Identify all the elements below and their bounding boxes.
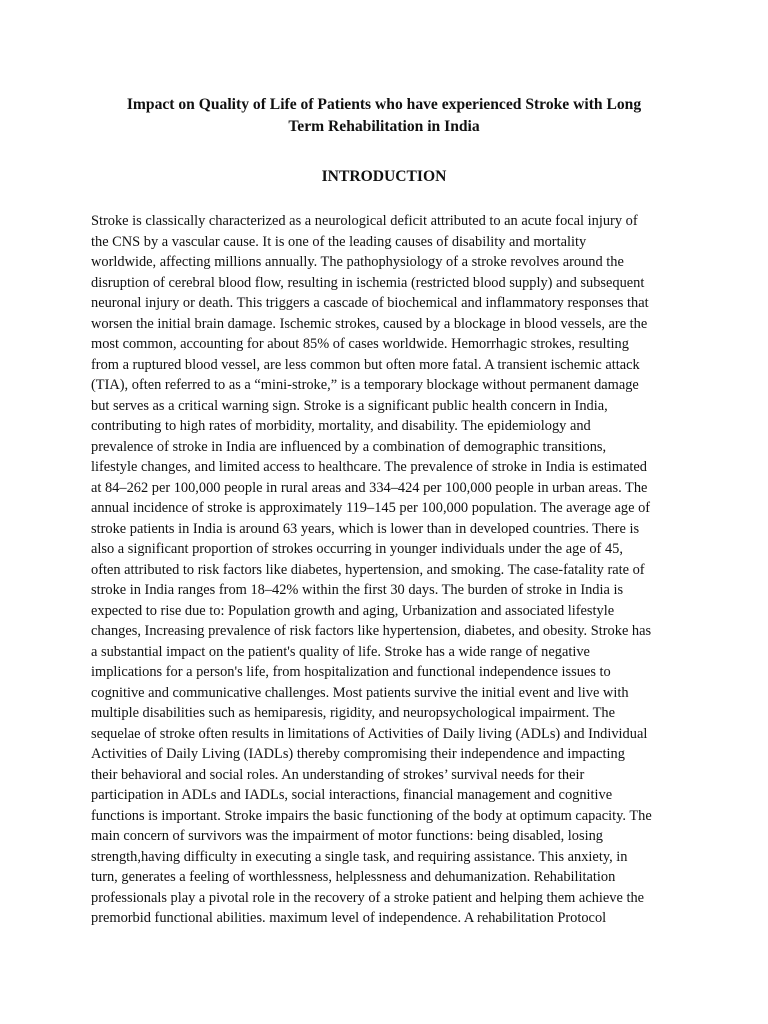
paragraph-line: (TIA), often referred to as a “mini-stroke,” is a temporary blockage without permanent damage: [91, 377, 639, 393]
paragraph-line: at 84–262 per 100,000 people in rural areas and 334–424 per 100,000 people in urban areas. The: [91, 479, 648, 496]
paragraph-line: Stroke is classically characterized as a neurological deficit attributed to an acute focal injury of: [91, 213, 638, 229]
paragraph-line: most common, accounting for about 85% of cases worldwide. Hemorrhagic strokes, resulting: [91, 336, 629, 352]
paragraph-line: changes, Increasing prevalence of risk factors like hypertension, diabetes, and obesity. Stroke has: [91, 623, 652, 639]
paragraph-line: premorbid functional abilities. maximum level of independence. A rehabilitation Protocol: [91, 910, 607, 926]
introduction-paragraph: [91, 211, 652, 929]
paragraph-line: multiple disabilities such as hemiparesis, rigidity, and neuropsychological impairment. The: [91, 705, 615, 721]
paragraph-line: functions is important. Stroke impairs the basic functioning of the body at optimum capacity. The: [91, 807, 652, 824]
paragraph-line: contributing to high rates of morbidity, mortality, and disability. The epidemiology and: [91, 418, 591, 434]
title-line: Impact on Quality of Life of Patients who have experienced Stroke with Long: [126, 96, 642, 113]
paragraph-line: prevalence of stroke in India are influenced by a combination of demographic transitions,: [91, 438, 607, 455]
paragraph-line: main concern of survivors was the impairment of motor functions: being disabled, losing: [91, 828, 603, 844]
paragraph-line: a substantial impact on the patient's quality of life. Stroke has a wide range of negative: [91, 643, 590, 660]
paragraph-line: from a ruptured blood vessel, are less common but often more fatal. A transient ischemic attack: [91, 356, 640, 373]
paragraph-line: expected to rise due to: Population growth and aging, Urbanization and associated lifestyle: [91, 602, 615, 619]
document-title: [60, 94, 708, 137]
paragraph-line: but serves as a critical warning sign. Stroke is a significant public health concern in India,: [91, 397, 608, 414]
paragraph-line: implications for a person's life, from hospitalization and functional independence issues to: [91, 664, 611, 680]
paragraph-line: annual incidence of stroke is approximately 119–145 per 100,000 population. The average age of: [91, 500, 651, 516]
section-heading: INTRODUCTION: [321, 168, 447, 185]
paragraph-line: neuronal injury or death. This triggers a cascade of biochemical and inflammatory responses that: [91, 295, 649, 311]
paragraph-line: disruption of cerebral blood flow, resulting in ischemia (restricted blood supply) and subsequent: [91, 274, 645, 291]
paragraph-line: sequelae of stroke often results in limitations of Activities of Daily living (ADLs) and Individual: [91, 725, 648, 742]
paragraph-line: often attributed to risk factors like diabetes, hypertension, and smoking. The case-fatality rate of: [91, 561, 645, 578]
paragraph-line: worldwide, affecting millions annually. The pathophysiology of a stroke revolves around the: [91, 254, 624, 270]
paragraph-line: lifestyle changes, and limited access to healthcare. The prevalence of stroke in India is estimated: [91, 459, 647, 475]
title-line: Term Rehabilitation in India: [288, 117, 480, 135]
paragraph-line: participation in ADLs and IADLs, social interactions, financial management and cognitive: [91, 787, 613, 803]
paragraph-line: cognitive and communicative challenges. Most patients survive the initial event and live with: [91, 684, 629, 701]
paragraph-line: their behavioral and social roles. An understanding of strokes’ survival needs for their: [91, 766, 585, 783]
paragraph-line: Activities of Daily Living (IADLs) thereby compromising their independence and impacting: [91, 746, 625, 762]
paragraph-line: turn, generates a feeling of worthlessness, helplessness and dehumanization. Rehabilitation: [91, 869, 616, 885]
paragraph-line: worsen the initial brain damage. Ischemic strokes, caused by a blockage in blood vessels, are the: [91, 315, 648, 332]
paragraph-line: strength,having difficulty in executing a single task, and requiring assistance. This anxiety, in: [91, 848, 628, 865]
paragraph-line: the CNS by a vascular cause. It is one of the leading causes of disability and mortality: [91, 233, 587, 250]
paragraph-line: stroke in India ranges from 18–42% within the first 30 days. The burden of stroke in India is: [91, 582, 624, 598]
paragraph-line: also a significant proportion of strokes occurring in younger individuals under the age of 45,: [91, 541, 623, 557]
paragraph-line: stroke patients in India is around 63 years, which is lower than in developed countries. There is: [91, 520, 640, 537]
paragraph-line: professionals play a pivotal role in the recovery of a stroke patient and helping them achieve the: [91, 889, 645, 906]
